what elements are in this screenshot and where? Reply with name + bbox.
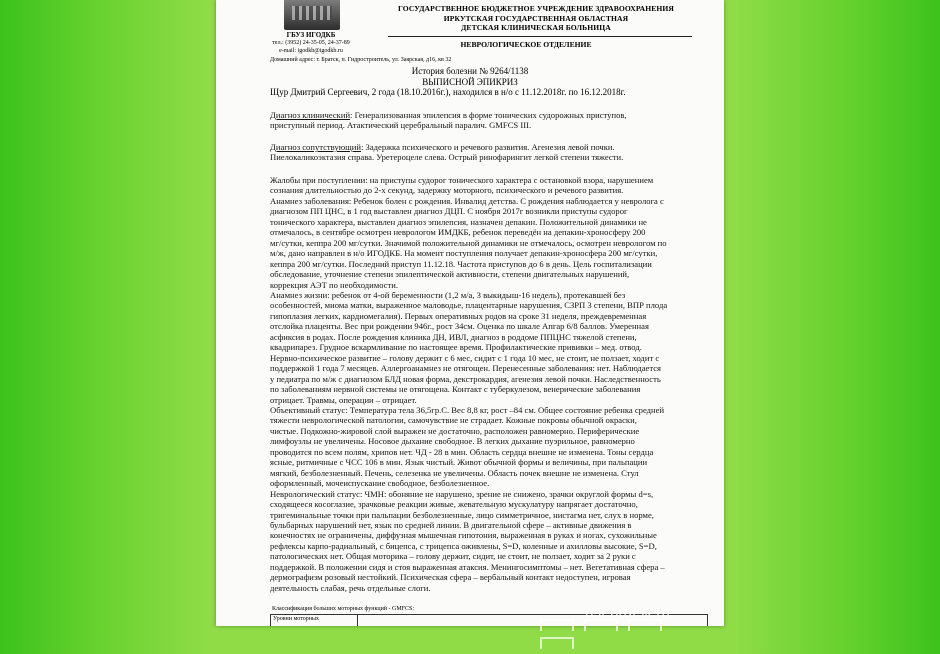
body-text-line: у педиатра по м/ж с диагнозом БЛД новая форма, декстрокардия, агенезия левой почки. Наследственность — [270, 373, 661, 384]
body-text-line: Объективный статус: Температура тела 36,5гр.С. Вес 8,8 кг, рост –84 см. Общее состояние ребенка средней — [270, 404, 665, 415]
org-phones: тел.: (3952) 24-35-05, 24-37-89 — [272, 40, 350, 46]
body-text-line: квадрипарез. Грудное вскармливание по настоящее время. Профилактические прививки – мед. отвод. — [270, 342, 642, 353]
body-text-line: по заболеваниям нервной системы не отягощена. Контакт с туберкулезом, венерические заболевания — [270, 384, 641, 395]
body-text-line: отслойка плаценты. Вес при рождении 946г., рост 34см. Оценка по шкале Апгар 6/8 баллов. Умеренная — [270, 321, 649, 332]
hospital-building-icon — [284, 0, 340, 30]
body-text-line: конечностях не ограничены, диффузная мышечная гипотония, выраженная в руках и ногах, сухожильные — [270, 530, 657, 541]
org-email: e-mail: igodkb@igodkb.ru — [279, 48, 343, 54]
body-text-line: сознания длительностью до 2-х секунд, задержку моторного, психического и речевого развития. — [270, 185, 624, 196]
body-text-line: асфиксия в родах. После рождения клиника ДН, ИВЛ, диагноз в роддоме ППЦНС тяжелой степени, — [270, 331, 637, 342]
body-text-line: чистые. Подкожно-жировой слой выражен не достаточно, расположен равномерно. Периферические — [270, 425, 640, 436]
watermark-text: bst.bratsk.ru — [585, 604, 671, 621]
concomitant-diagnosis — [270, 142, 710, 163]
org-line-1: ГОСУДАРСТВЕННОЕ БЮДЖЕТНОЕ УЧРЕЖДЕНИЕ ЗДРАВООХРАНЕНИЯ — [397, 4, 674, 13]
clinical-diagnosis — [270, 110, 710, 131]
body-text-line: проводится по всем полям, хрипов нет. ЧД - 28 в мин. Область сердца внешне не изменена. Тоны сердца — [270, 446, 654, 457]
body-text-line: патологических нет. Общая моторика – голову держит, сидит, не стоит, не ползает, ходит за 2 руки с — [270, 551, 636, 562]
body-text-line: мягкий, безболезненный. Печень, селезенка не увеличены. Область почек внешне не изменена. Стул — [270, 467, 639, 478]
body-text-line: обследование, уточнение степени эпилептической активности, степени двигательных нарушений, — [270, 269, 630, 280]
body-text-line: тяжести неврологической патологии, самочувствие не страдает. Кожные покровы обычной окраски, — [270, 415, 637, 426]
body-text-line: оформленный, мочеиспускание свободное, безболезненное. — [270, 478, 490, 489]
concomitant-diagnosis-text-2: Пиелокаликоэктазия справа. Уретероцеле слева. Острый ринофарингит легкой степени тяжести. — [270, 152, 624, 163]
body-text-line: деятельность слабая, речь отдельные слоги. — [270, 582, 431, 593]
body-text-line: Нервно-психическое развитие – голову держит с 6 мес, сидит с 1 года 10 мес, не стоит, не ползает, ходит с — [270, 352, 660, 363]
department-name: НЕВРОЛОГИЧЕСКОЕ ОТДЕЛЕНИЕ — [460, 40, 592, 49]
document-page — [216, 0, 724, 626]
clinical-diagnosis-text-2: приступный период. Атактический церебральный паралич. GMFCS III. — [270, 120, 532, 131]
body-text-line: гипоплазия легких, кардиомегалия). Первых оперативных родов на сроке 31 неделя, преждевременная — [270, 310, 647, 321]
epicrisis-body — [270, 175, 710, 593]
body-text-line: поддержкой. В положении сидя и стоя выраженная атаксия. Менингосимптомы – нет. Вегетативная сфера – — [270, 561, 665, 572]
body-text-line: отмечалось, в сентябре осмотрен неврологом ИМДКБ, ребенок переведён на депакин-хроносферу 200 — [270, 227, 646, 238]
body-text-line: коррекция АЭТ по необходимости. — [270, 279, 399, 290]
org-line-3: ДЕТСКАЯ КЛИНИЧЕСКАЯ БОЛЬНИЦА — [461, 23, 611, 32]
body-text-line: тригеминальные точки при пальпации безболезненные, лицо симметричное, нистагма нет, слух в норме, — [270, 509, 654, 520]
concomitant-diagnosis-text-1: : Задержка психического и речевого развития. Агенезия левой почки. — [360, 142, 615, 152]
header-divider — [388, 36, 692, 37]
patient-info: Щур Дмитрий Сергеевич, 2 года (18.10.2016г.), находился в н/о с 11.12.2018г. по 16.12.2018г. — [270, 87, 626, 97]
org-line-2: ИРКУТСКАЯ ГОСУДАРСТВЕННАЯ ОБЛАСТНАЯ — [443, 13, 629, 23]
body-text-line: особенностей, миома матки, выраженное маловодье, плацентарные нарушения, СЗРП 3 степени, ВПР плода — [270, 300, 668, 311]
body-text-line: лимфоузлы не увеличены. Носовое дыхание свободное. В легких дыхание пуэрильное, равномерно — [270, 436, 635, 447]
body-text-line: ясные, ритмичные с ЧСС 106 в мин. Язык чистый. Живот обычной формы и величины, при пальпации — [270, 457, 648, 468]
body-text-line: Анамнез заболевания: Ребенок болен с рождения. Инвалид детства. С рождения наблюдается у невролога с — [270, 195, 664, 206]
body-text-line: отрицает. Травмы, операции – отрицает. — [270, 394, 417, 405]
body-text-line: рефлексы карпо-радиальный, с бицепса, с трицепса оживлены, S=D, коленные и ахилловы высокие, S=D, — [270, 540, 657, 551]
body-text-line: тонического характера, выставлен диагноз эпилепсия, назначен депакин. Положительной динамики не — [270, 216, 647, 227]
body-text-line: кеппра 200 мг/сутки. Последний приступ 11.12.18. Частота приступов до 6 в день. Цель госпитализации — [270, 258, 652, 269]
document-type: ВЫПИСНОЙ ЭПИКРИЗ — [422, 77, 518, 87]
body-text-line: диагнозом ПП ЦНС, в 1 год выставлен диагноз ДЦП. С ноября 2017г возникли приступы судорог — [270, 206, 628, 217]
body-text-line: дермографизм розовый нестойкий. Психическая сфера – вербальный контакт недоступен, игровая — [270, 572, 631, 583]
concomitant-diagnosis-label: Диагноз сопутствующий — [270, 142, 361, 152]
body-text-line: Анамнез жизни: ребенок от 4-ой беременности (1,2 м/а, 3 выкидыш-16 недель), протекавшей без — [270, 289, 626, 300]
gmfcs-table-cell: Уровни моторных — [273, 616, 319, 622]
clinical-diagnosis-label: Диагноз клинический — [270, 110, 351, 120]
patient-address: Домашний адрес: г. Братск, п. Гидростроитель, ул. Заярская, д16, кв 32 — [270, 57, 452, 63]
body-text-line: Жалобы при поступлении: на приступы судорог тонического характера с остановкой взора, нарушением — [270, 175, 654, 185]
org-full-name — [366, 4, 706, 33]
body-text-line: мг/сутки, кеппра 200 мг/сутки. Значимой положительной динамики не отмечалось, осмотрен неврологом по — [270, 237, 667, 248]
org-short-name: ГБУЗ ИГОДКБ — [286, 31, 336, 39]
body-text-line: м/ж, дано направлен в н/о ИГОДКБ. На момент поступления получает депакин-хроносфера 200 мг/сутки, — [270, 248, 658, 259]
case-history-title: История болезни № 9264/1138 — [411, 66, 529, 76]
body-text-line: бульбарных нарушений нет, язык по средней линии. В двигательной сфере – активные движения в — [270, 519, 632, 530]
gmfcs-table-divider — [357, 615, 358, 626]
gmfcs-table-caption: Классификация больших моторных функций - GMFCS: — [272, 606, 415, 612]
body-text-line: сходящееся косоглазие, зрачковые реакции живые, жевательную мускулатуру напрягает достаточно, — [270, 499, 638, 510]
clinical-diagnosis-text-1: : Генерализованная эпилепсия в форме тонических судорожных приступов, — [350, 110, 627, 120]
body-text-line: Неврологический статус: ЧМН: обоняние не нарушено, зрение не снижено, зрачки округлой формы d=s, — [270, 488, 654, 499]
body-text-line: поддержкой 1 года 7 месяцев. Аллергоанамнез не отягощен. Перенесенные заболевания: нет. Наблюдается — [270, 363, 661, 374]
